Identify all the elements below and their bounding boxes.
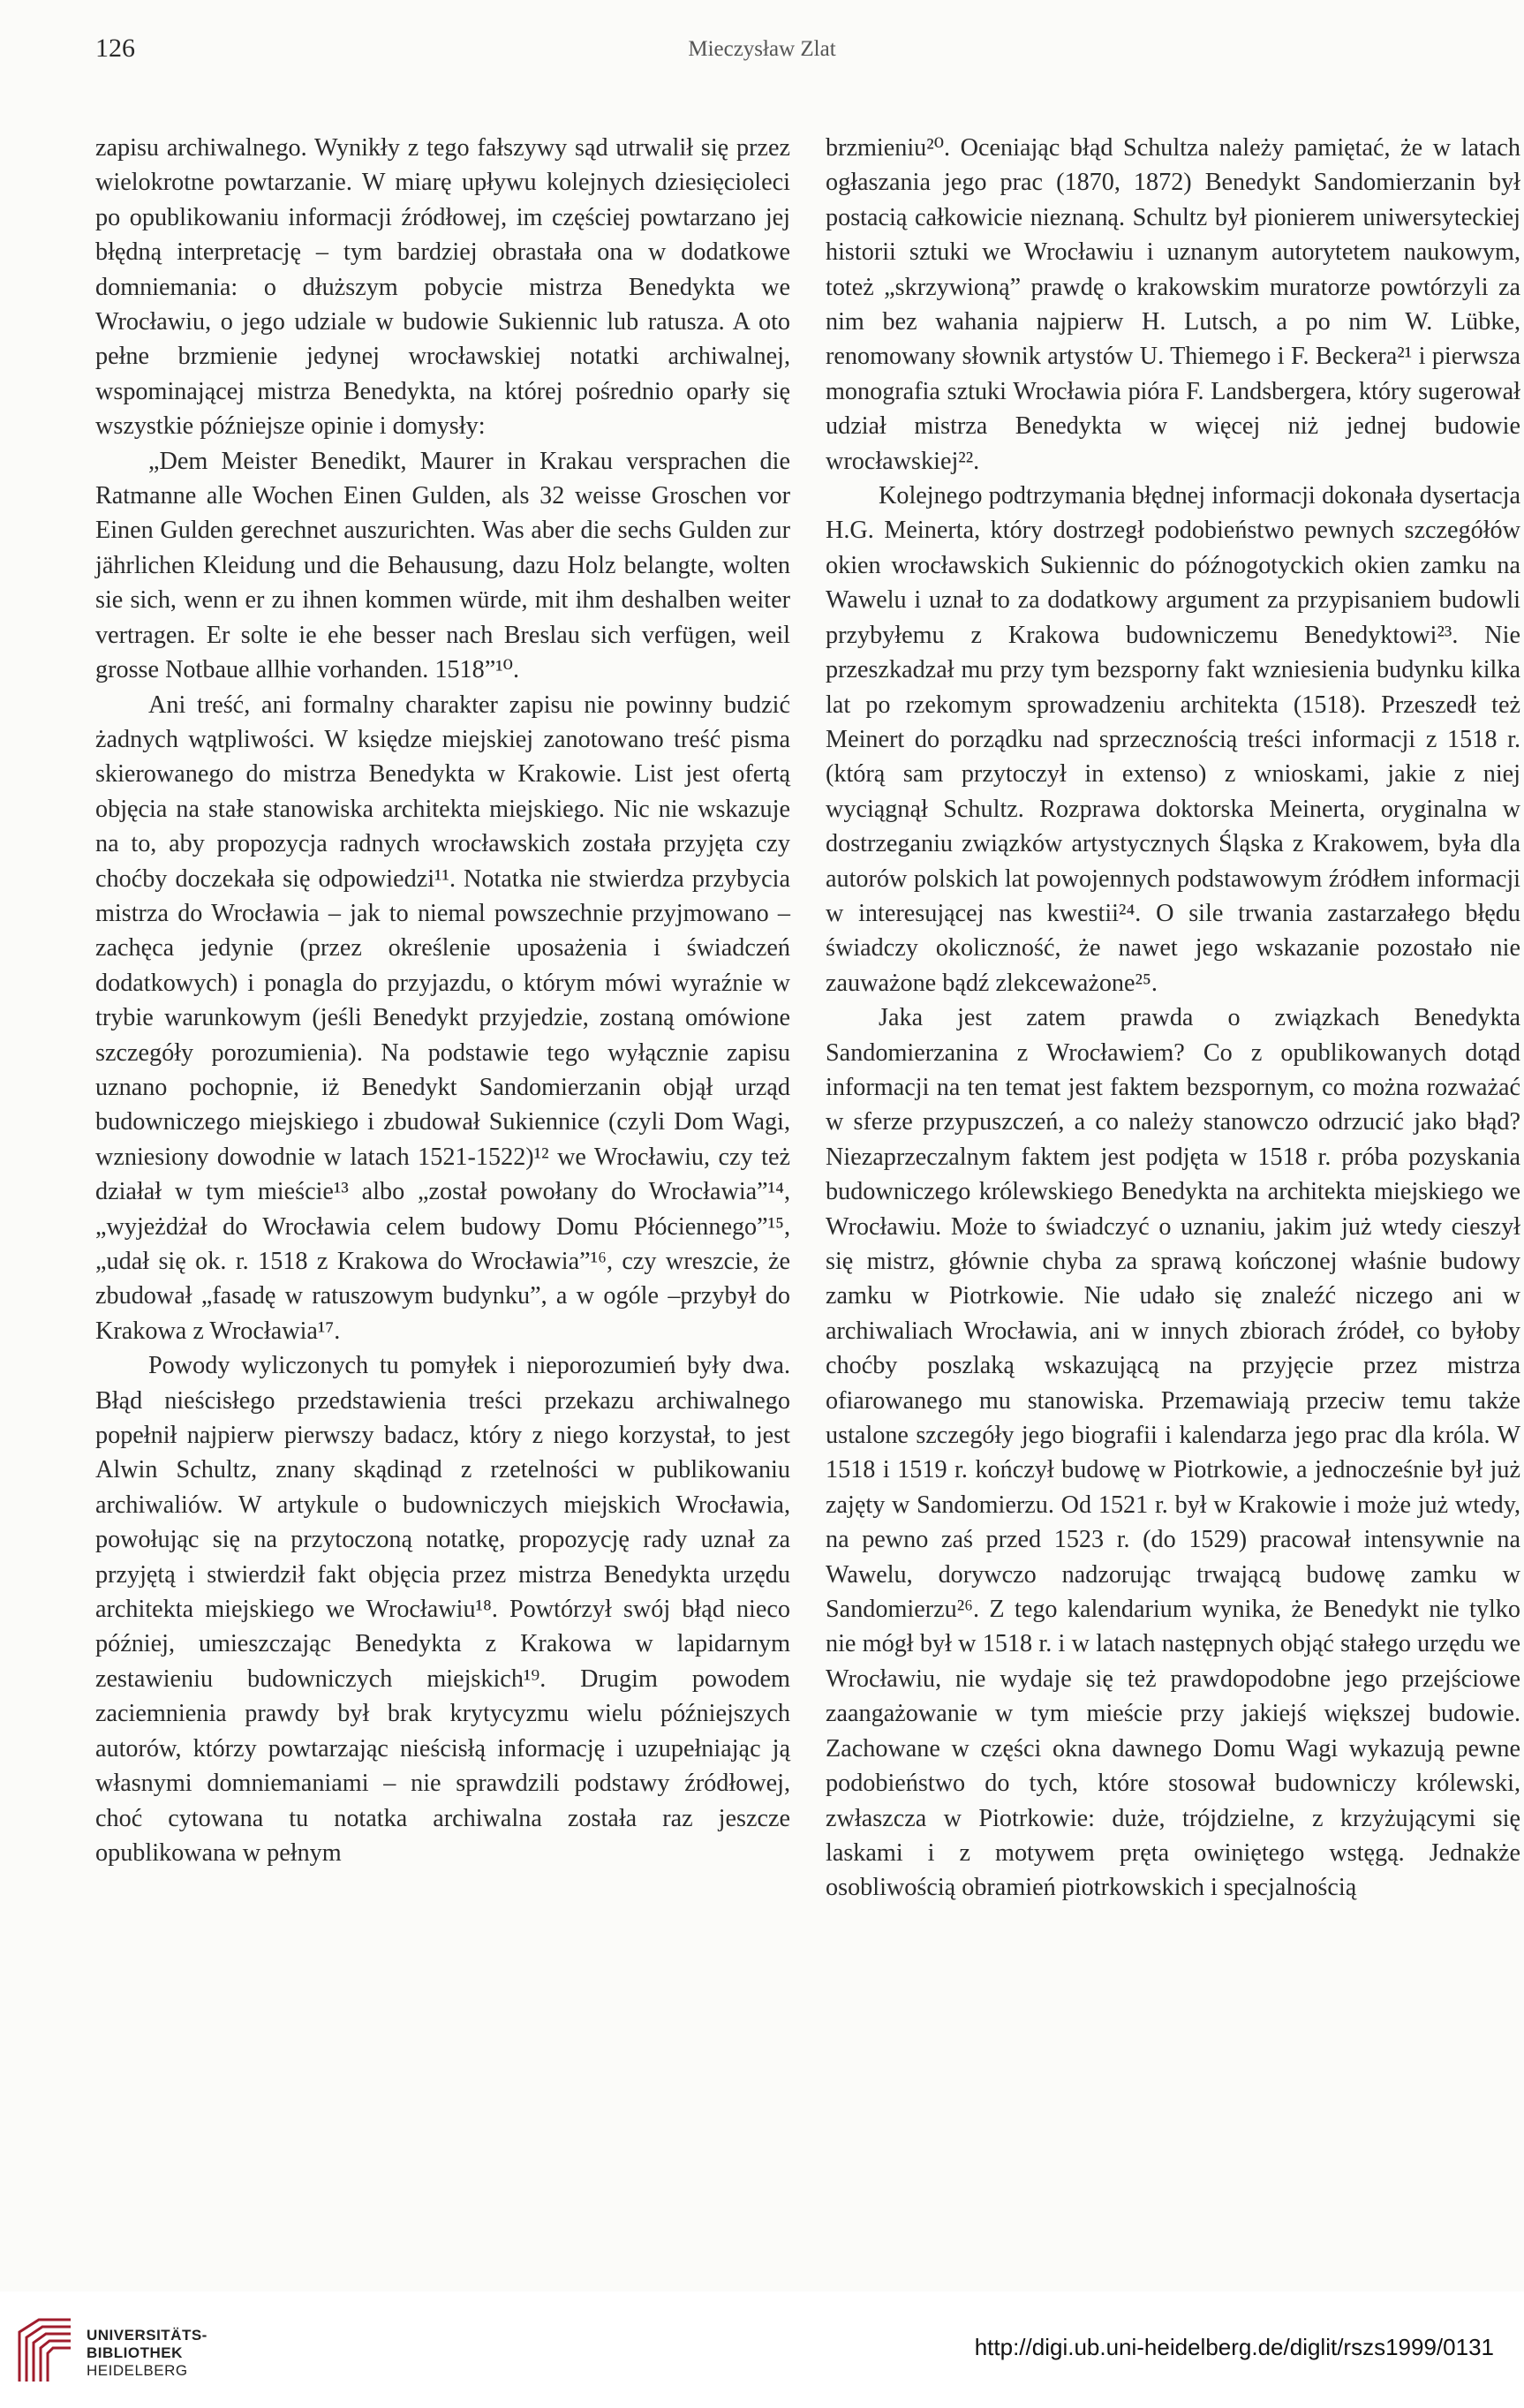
left-column-paragraph: zapisu archiwalnego. Wynikły z tego fałszywy sąd utrwalił się przez wielokrotne powtarzanie. W miarę upływu kolejnych dziesięcioleci po opublikowaniu informacji źródłowej, im częściej powtarzano jej błędną interpretację – tym bardziej obrastała ona w dodatkowe domniemania: o dłuższym pobycie mistrza Benedykta we Wrocławiu, o jego udziale w budowie Sukiennic lub ratusza. A oto pełne brzmienie jedynej wrocławskiej notatki archiwalnej, wspominającej mistrza Benedykta, na której pośrednio oparły się wszystkie późniejsze opinie i domysły: <box>95 134 790 441</box>
right-column-paragraph: Kolejnego podtrzymania błędnej informacji dokonała dysertacja H.G. Meinerta, który dostrzegł podobieństwo pewnych szczegółów okien wrocławskich Sukiennic do późnogotyckich okien zamku na Wawelu i uznał to za dodatkowy argument za przypisaniem budowli przybyłemu z Krakowa budowniczemu Benedyktowi²³. Nie przeszkadzał mu przy tym bezsporny fakt wzniesienia budynku kilka lat po rzekomym sprowadzeniu architekta (1518). Przeszedł też Meinert do porządku nad sprzecznością treści informacji z 1518 r. (którą sam przytoczył in extenso) z wnioskami, jakie z niej wyciągnął Schultz. Rozprawa doktorska Meinerta, oryginalna w dostrzeganiu związków artystycznych Śląska z Krakowem, była dla autorów polskich lat powojennych podstawowym źródłem informacji w interesującej nas kwestii²⁴. O sile trwania zastarzałego błędu świadczy okoliczność, że nawet jego wskazanie pozostało nie zauważone bądź zlekceważone²⁵. <box>826 482 1520 997</box>
left-column-paragraph: Powody wyliczonych tu pomyłek i nieporozumień były dwa. Błąd nieścisłego przedstawienia treści przekazu archiwalnego popełnił najpierw pierwszy badacz, który z niego korzystał, to jest Alwin Schultz, znany skądinąd z rzetelności w publikowaniu archiwaliów. W artykule o budowniczych miejskich Wrocławia, powołując się na przytoczoną notatkę, propozycję rady uznał za przyjętą i stwierdził fakt objęcia przez mistrza Benedykta urzędu architekta miejskiego we Wrocławiu¹⁸. Powtórzył swój błąd nieco później, umieszczając Benedykta z Krakowa w lapidarnym zestawieniu budowniczych miejskich¹⁹. Drugim powodem zaciemnienia prawdy był brak krytycyzmu wielu późniejszych autorów, którzy powtarzając nieścisłą informację i uzupełniając ją własnymi domniemaniami – nie sprawdzili podstawy źródłowej, choć cytowana tu notatka archiwalna została raz jeszcze opublikowana w pełnym <box>95 1352 790 1867</box>
library-name-line3: HEIDELBERG <box>87 2362 188 2379</box>
right-column <box>826 131 1520 1906</box>
library-name-line1: UNIVERSITÄTS- <box>87 2327 207 2344</box>
running-head: Mieczysław Zlat <box>688 37 836 61</box>
library-logo-icon <box>16 2316 74 2385</box>
digital-library-url-link[interactable]: http://digi.ub.uni-heidelberg.de/diglit/rszs1999/0131 <box>974 2334 1494 2360</box>
page-number: 126 <box>95 34 135 63</box>
library-name-line2: BIBLIOTHEK <box>87 2344 183 2361</box>
right-column-paragraph: Jaka jest zatem prawda o związkach Benedykta Sandomierzanina z Wrocławiem? Co z opublikowanych dotąd informacji na ten temat jest faktem bezspornym, co można rozważać w sferze przypuszczeń, a co należy stanowczo odrzucić jako błąd? Niezaprzeczalnym faktem jest podjęta w 1518 r. próba pozyskania budowniczego królewskiego Benedykta na architekta miejskiego we Wrocławiu. Może to świadczyć o uznaniu, jakim już wtedy cieszył się mistrz, głównie chyba za sprawą kończonej właśnie budowy zamku w Piotrkowie. Nie udało się znaleźć niczego ani w archiwaliach Wrocławia, ani w innych zbiorach źródeł, co byłoby choćby poszlaką wskazującą na przyjęcie przez mistrza ofiarowanego mu stanowiska. Przemawiają przeciw temu także ustalone szczegóły jego biografii i kalendarza jego prac dla króla. W 1518 i 1519 r. kończył budowę w Piotrkowie, a jednocześnie był już zajęty w Sandomierzu. Od 1521 r. był w Krakowie i może już wtedy, na pewno zaś przed 1523 r. (do 1529) pracował intensywnie na Wawelu, dorywczo nadzorując trwającą budowę zamku w Sandomierzu²⁶. Z tego kalendarium wynika, że Benedykt nie tylko nie mógł był w 1518 r. i w latach następnych objąć stałego urzędu we Wrocławiu, nie wydaje się też prawdopodobne jego przejściowe zaangażowanie w tym mieście przy jakiejś większej budowie. Zachowane w części okna dawnego Domu Wagi wykazują pewne podobieństwo do tych, które stosował budowniczy królewski, zwłaszcza w Piotrkowie: duże, trójdzielne, z krzyżującymi się laskami i z motywem pręta owiniętego wstęgą. Jednakże osobliwością obramień piotrkowskich i specjalnością <box>826 1004 1520 1902</box>
left-column <box>95 131 790 1870</box>
library-footer <box>0 2291 1524 2408</box>
left-column-paragraph: „Dem Meister Benedikt, Maurer in Krakau versprachen die Ratmanne alle Wochen Einen Gulden, als 32 weisse Groschen vor Einen Gulden gerechnet auszurichten. Was aber die sechs Gulden zur jährlichen Kleidung und die Behausung, dazu Holz belangte, wolten sie sich, wenn er zu ihnen kommen würde, mit ihm deshalben weiter vertragen. Er solte ie ehe besser nach Breslau sich verfügen, weil grosse Notbaue allhie vorhanden. 1518”¹⁰. <box>95 447 790 684</box>
library-name <box>87 2327 207 2380</box>
right-column-paragraph: brzmieniu²⁰. Oceniając błąd Schultza należy pamiętać, że w latach ogłaszania jego prac (1870, 1872) Benedykt Sandomierzanin był postacią całkowicie nieznaną. Schultz był pionierem uniwersyteckiej historii sztuki we Wrocławiu i uznanym autorytetem naukowym, toteż „skrzywioną” prawdę o krakowskim muratorze powtórzyli za nim bez wahania najpierw H. Lutsch, a po nim W. Lübke, renomowany słownik artystów U. Thiemego i F. Beckera²¹ i pierwsza monografia sztuki Wrocławia pióra F. Landsbergera, który sugerował udział mistrza Benedykta w więcej niż jednej budowie wrocławskiej²². <box>826 134 1520 475</box>
left-column-paragraph: Ani treść, ani formalny charakter zapisu nie powinny budzić żadnych wątpliwości. W księdze miejskiej zanotowano treść pisma skierowanego do mistrza Benedykta w Krakowie. List jest ofertą objęcia na stałe stanowiska architekta miejskiego. Nic nie wskazuje na to, aby propozycja radnych wrocławskich została przyjęta czy choćby doczekała się odpowiedzi¹¹. Notatka nie stwierdza przybycia mistrza do Wrocławia – jak to niemal powszechnie przyjmowano – zachęca jedynie (przez określenie uposażenia i świadczeń dodatkowych) i ponagla do przyjazdu, o którym mówi wyraźnie w trybie warunkowym (jeśli Benedykt przyjedzie, zostaną omówione szczegóły porozumienia). Na podstawie tego wyłącznie zapisu uznano pochopnie, iż Benedykt Sandomierzanin objął urząd budowniczego miejskiego i zbudował Sukiennice (czyli Dom Wagi, wzniesiony dowodnie w latach 1521-1522)¹² we Wrocławiu, czy też działał w tym mieście¹³ albo „został powołany do Wrocławia”¹⁴, „wyjeżdżał do Wrocławia celem budowy Domu Płóciennego”¹⁵, „udał się ok. r. 1518 z Krakowa do Wrocławia”¹⁶, czy wreszcie, że zbudował „fasadę w ratuszowym budynku”, a w ogóle –przybył do Krakowa z Wrocławia¹⁷. <box>95 691 790 1345</box>
